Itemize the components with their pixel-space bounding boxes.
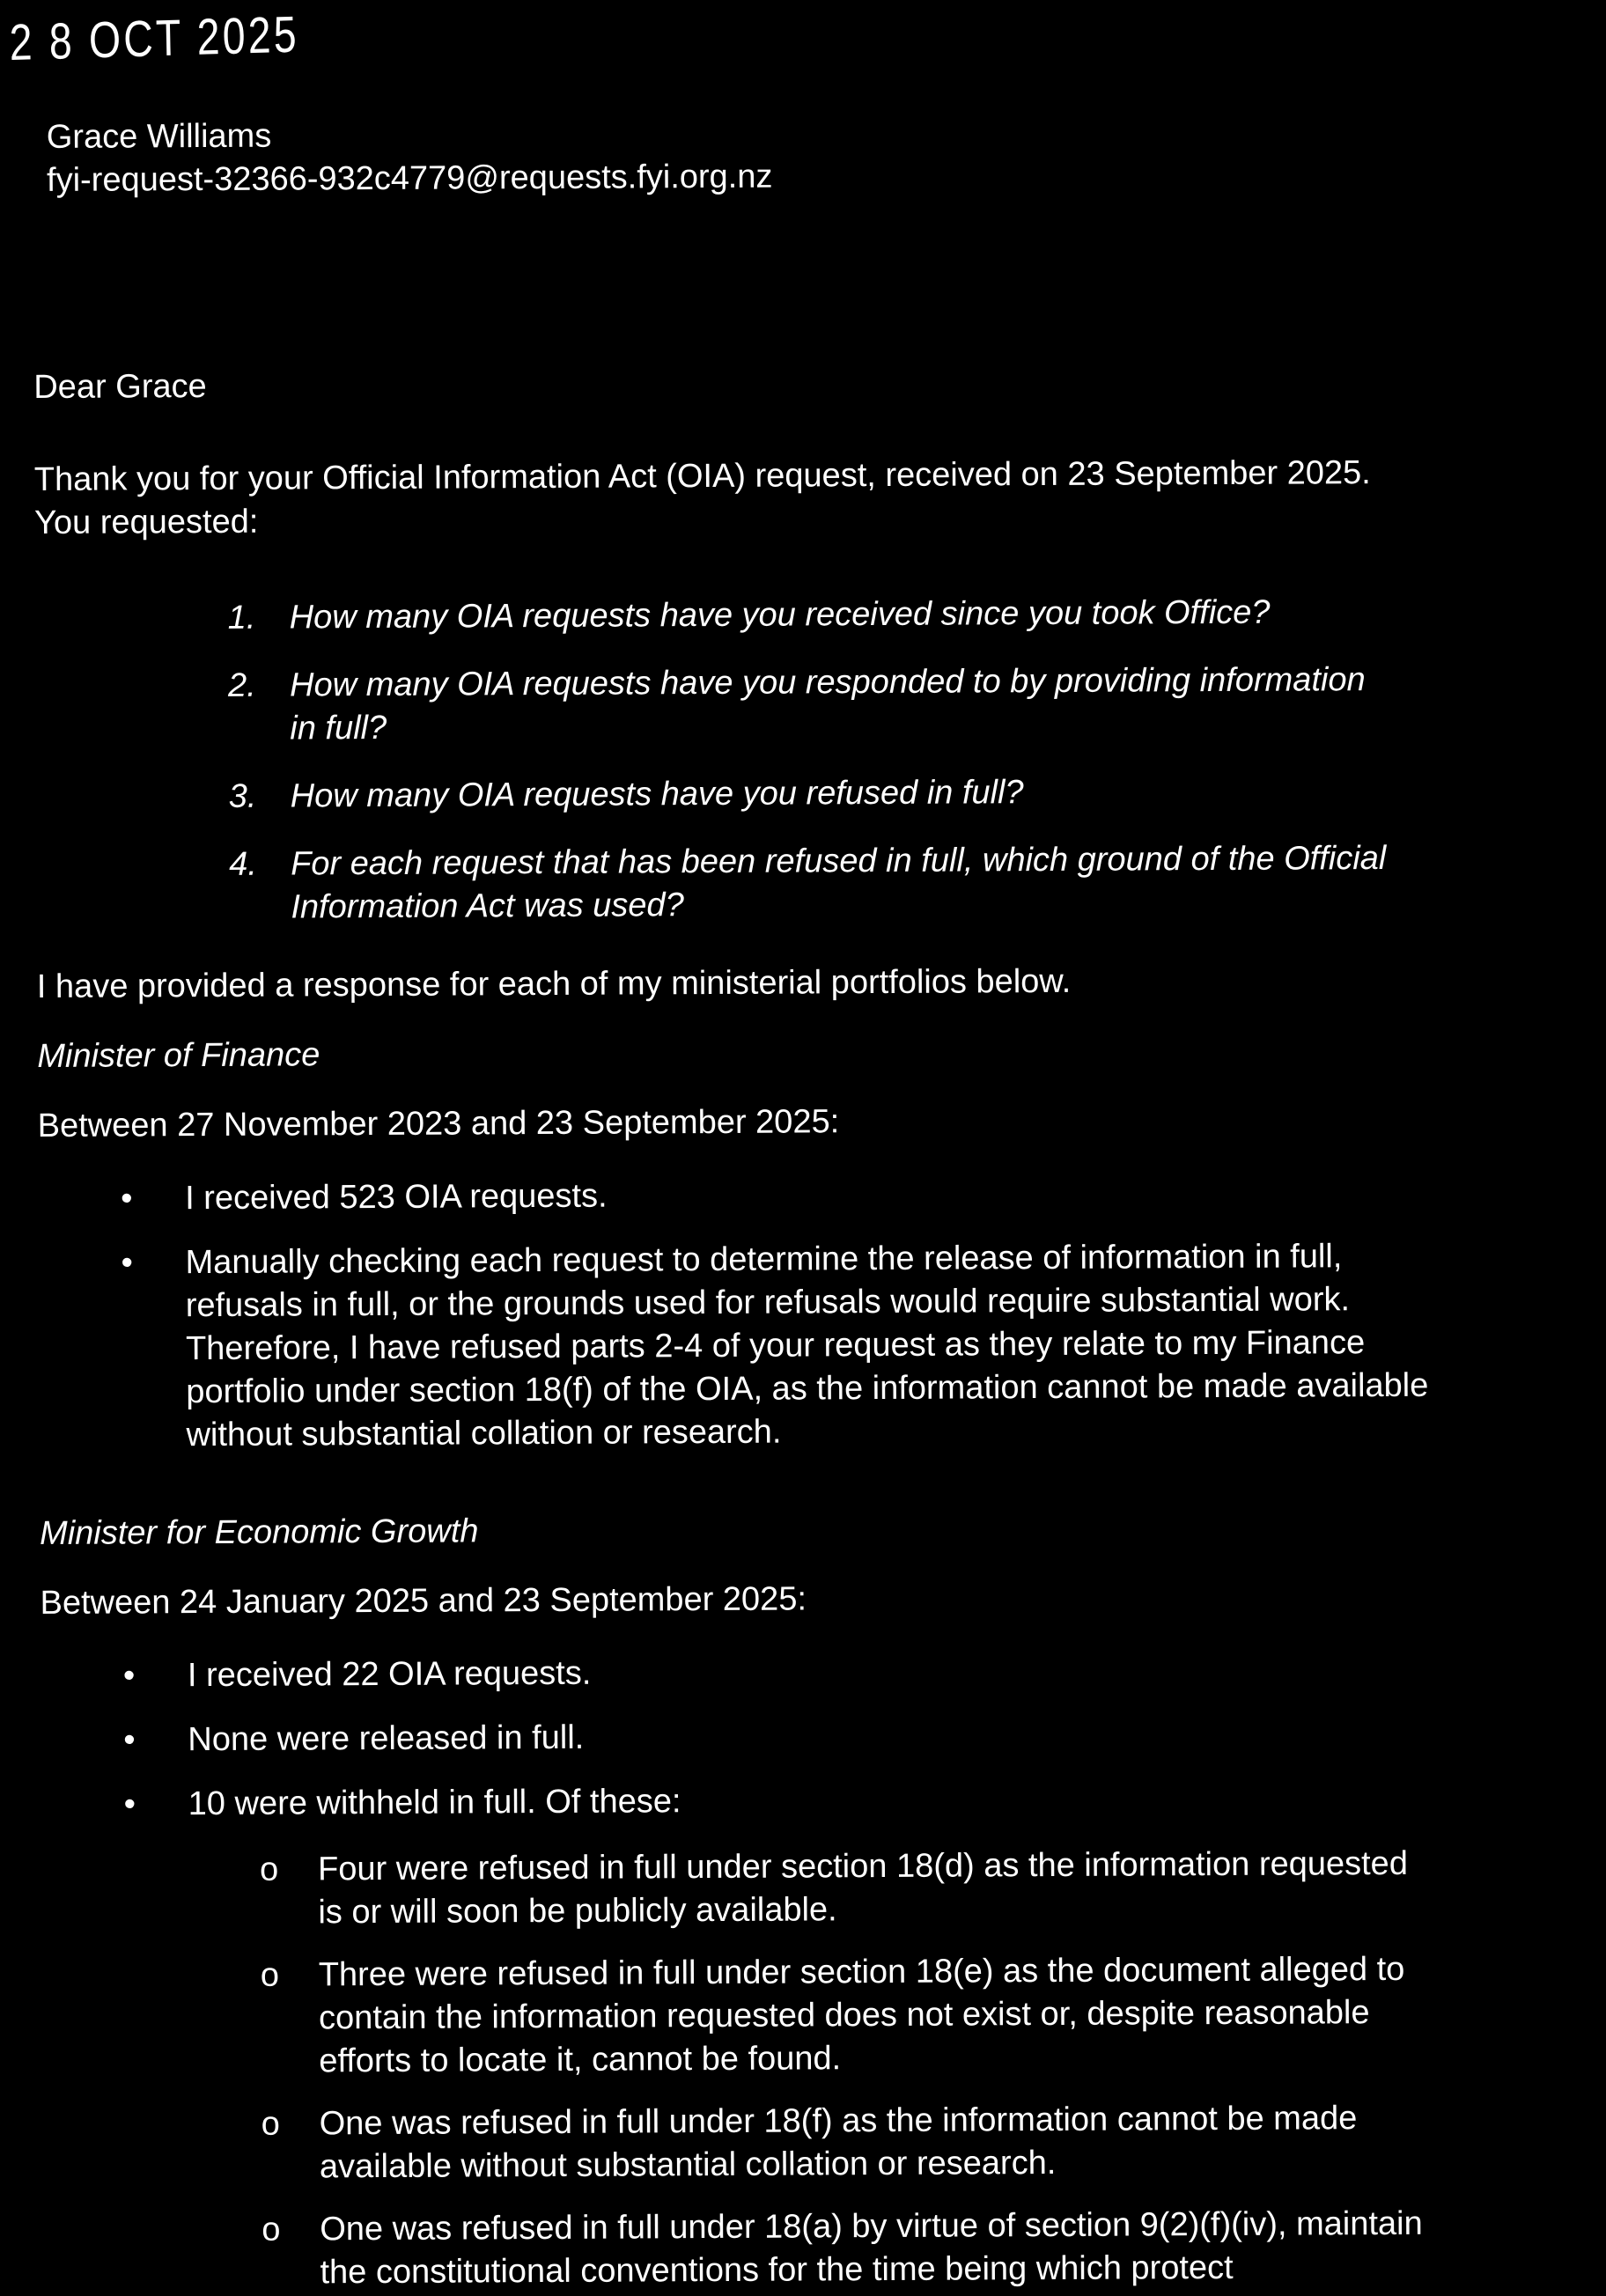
- finance-bullet-1: [6, 1170, 1606, 1222]
- section-heading-economic-growth: Minister for Economic Growth: [40, 1512, 479, 1552]
- finance-bullet-list: [6, 1170, 1606, 1459]
- request-item-text: For each request that has been refused in full, which ground of the Official Information Act was used?: [291, 839, 1387, 926]
- request-item-3: [4, 769, 1606, 821]
- sub-bullet-icon: o: [260, 1851, 279, 1888]
- sub-bullet-text: One was refused in full under 18(f) as the information cannot be made available without substantial collation or research.: [319, 2100, 1358, 2186]
- response-note: I have provided a response for each of my ministerial portfolios below.: [36, 962, 1072, 1006]
- sub-bullet-text: Four were refused in full under section 18(d) as the information requested is or will soon be publicly available.: [318, 1844, 1409, 1932]
- sub-bullet-2: [11, 1947, 1606, 2086]
- recipient-email: fyi-request-32366-932c4779@requests.fyi.org.nz: [46, 158, 773, 199]
- bullet-icon: •: [121, 1180, 133, 1218]
- request-item-4: [4, 836, 1606, 931]
- economic-growth-bullet-1: [9, 1647, 1606, 1699]
- request-item-text: How many OIA requests have you responded to by providing information in full?: [289, 661, 1366, 747]
- sub-bullet-icon: o: [260, 1956, 280, 1994]
- intro-paragraph: Thank you for your Official Information Act (OIA) request, received on 23 September 2025. You requested:: [33, 454, 1371, 542]
- bullet-text: Manually checking each request to determine the release of information in full, refusals in full, or the grounds used for refusals would require substantial work. Therefore, I have refused parts 2-4 of your request as they relate to my Finance portfolio under section 18(f) of the OIA, as the information cannot be made available without substantial collation or research.: [185, 1238, 1429, 1454]
- salutation: Dear Grace: [33, 367, 207, 407]
- bullet-icon: •: [123, 1721, 136, 1759]
- request-item-2: [4, 658, 1606, 753]
- finance-period: Between 27 November 2023 and 23 September 2025:: [37, 1103, 840, 1145]
- economic-growth-period: Between 24 January 2025 and 23 September 2025:: [40, 1580, 807, 1622]
- request-item-number: 2.: [227, 666, 256, 704]
- recipient-block: [47, 108, 1606, 202]
- request-item-number: 1.: [227, 599, 256, 637]
- bullet-text: I received 523 OIA requests.: [185, 1177, 608, 1218]
- request-items-list: [4, 590, 1606, 931]
- economic-growth-bullet-list: [9, 1647, 1606, 2296]
- withheld-sub-bullet-list: [10, 1842, 1606, 2296]
- bullet-icon: •: [123, 1785, 136, 1823]
- sub-bullet-4: [11, 2202, 1606, 2296]
- bullet-icon: •: [122, 1657, 136, 1695]
- request-item-text: How many OIA requests have you refused in full?: [290, 774, 1024, 815]
- sub-bullet-text: Three were refused in full under section 18(e) as the document alleged to contain the information requested does not exist or, despite reasonable efforts to locate it, cannot be found.: [318, 1950, 1405, 2080]
- bullet-icon: •: [121, 1244, 133, 1282]
- sub-bullet-3: [11, 2096, 1606, 2191]
- request-item-text: How many OIA requests have you received since you took Office?: [289, 593, 1271, 637]
- sub-bullet-1: [10, 1842, 1606, 1937]
- sub-bullet-text: One was refused in full under 18(a) by virtue of section 9(2)(f)(iv), maintain the constitutional conventions for the time being which protect: [320, 2204, 1423, 2292]
- economic-growth-bullet-3: [10, 1776, 1606, 1828]
- received-date-stamp: 2 8 OCT 2025: [9, 5, 300, 72]
- bullet-text: 10 were withheld in full. Of these:: [188, 1783, 681, 1823]
- request-item-number: 4.: [229, 845, 257, 883]
- finance-bullet-2: [6, 1234, 1606, 1459]
- request-item-1: [4, 590, 1606, 642]
- sub-bullet-icon: o: [261, 2105, 280, 2143]
- bullet-text: None were released in full.: [188, 1718, 585, 1759]
- request-item-number: 3.: [228, 777, 257, 815]
- bullet-text: I received 22 OIA requests.: [187, 1654, 592, 1695]
- section-heading-finance: Minister of Finance: [37, 1036, 320, 1076]
- sub-bullet-icon: o: [262, 2211, 281, 2248]
- economic-growth-bullet-2: [9, 1711, 1606, 1763]
- recipient-name: Grace Williams: [46, 117, 272, 156]
